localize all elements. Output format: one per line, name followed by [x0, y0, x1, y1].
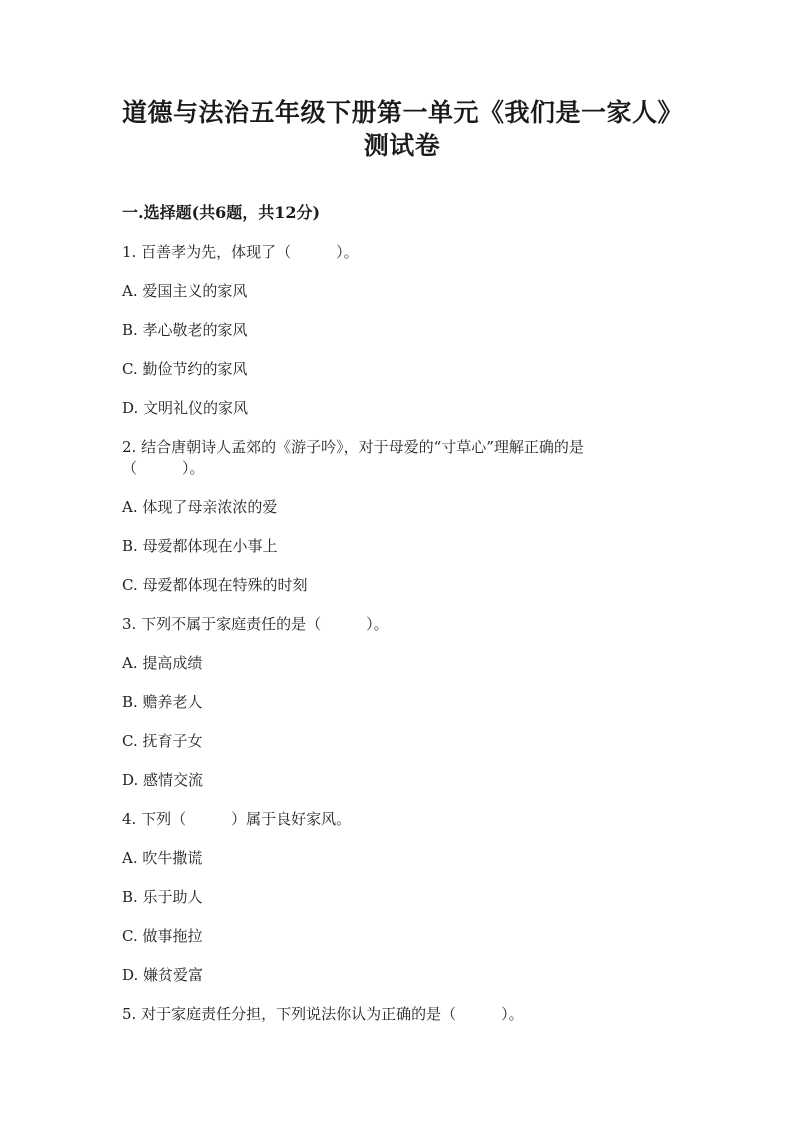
title-line-1: 道德与法治五年级下册第一单元《我们是一家人》: [122, 98, 684, 127]
question-4-option-b: B. 乐于助人: [122, 888, 203, 906]
question-2-option-b: B. 母爱都体现在小事上: [122, 537, 278, 555]
question-2-stem-line-1: 2. 结合唐朝诗人孟郊的《游子吟》，对于母爱的“寸草心”理解正确的是: [122, 438, 584, 456]
question-1-option-b: B. 孝心敬老的家风: [122, 321, 248, 339]
question-4-option-d: D. 嫌贫爱富: [122, 966, 204, 984]
question-3-stem: 3. 下列不属于家庭责任的是（ ）。: [122, 615, 389, 633]
question-2-option-a: A. 体现了母亲浓浓的爱: [122, 498, 278, 516]
question-4-option-a: A. 吹牛撒谎: [122, 849, 203, 867]
section-heading: 一.选择题(共6题，共12分): [122, 203, 321, 222]
question-5-stem: 5. 对于家庭责任分担，下列说法你认为正确的是（ ）。: [122, 1005, 524, 1023]
question-4-stem: 4. 下列（ ）属于良好家风。: [122, 810, 352, 828]
question-3-option-c: C. 抚育子女: [122, 732, 203, 750]
question-list: [122, 242, 682, 1025]
question-3-option-d: D. 感情交流: [122, 771, 204, 789]
question-1-option-c: C. 勤俭节约的家风: [122, 360, 248, 378]
document-title: [122, 96, 682, 162]
question-1-stem: 1. 百善孝为先，体现了（ ）。: [122, 243, 359, 261]
question-1-option-d: D. 文明礼仪的家风: [122, 399, 249, 417]
title-line-2: 测试卷: [363, 131, 441, 160]
question-3-option-b: B. 赡养老人: [122, 693, 203, 711]
question-4-option-c: C. 做事拖拉: [122, 927, 203, 945]
question-1-option-a: A. 爱国主义的家风: [122, 282, 248, 300]
question-2-option-c: C. 母爱都体现在特殊的时刻: [122, 576, 308, 594]
question-2-stem: [122, 437, 682, 479]
question-3-option-a: A. 提高成绩: [122, 654, 203, 672]
question-2-stem-line-2: （ ）。: [122, 459, 205, 477]
